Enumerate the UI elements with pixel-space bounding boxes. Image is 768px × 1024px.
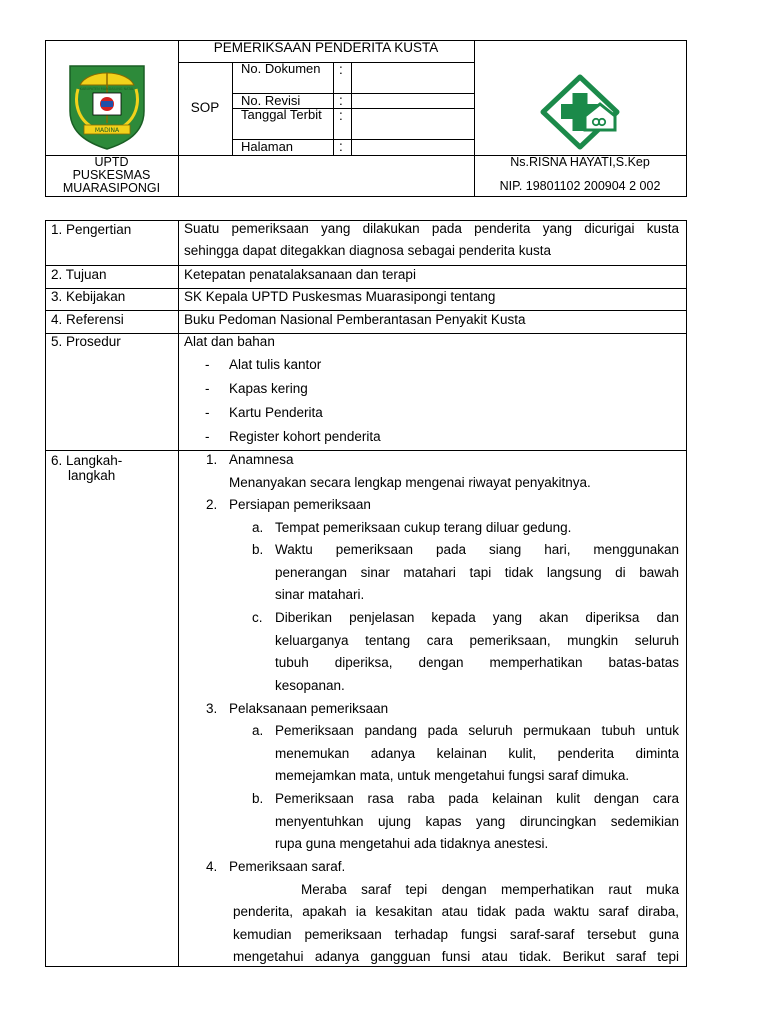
substep-line: kesopanan. [275, 678, 345, 693]
substep-line: Tempat pemeriksaan cukup terang diluar gedung. [275, 520, 572, 535]
substep-line: Pemeriksaan rasa raba pada kelainan kulit dengan cara [275, 791, 679, 806]
langkah-label-line: 6. Langkah- [51, 453, 123, 468]
row-label-prosedur: 5. Prosedur [51, 334, 121, 349]
substep-line: penerangan sinar matahari tapi tidak langsung di bawah [275, 565, 679, 580]
row-label-kebijakan: 3. Kebijakan [51, 289, 126, 304]
pengertian-line: Suatu pemeriksaan yang dilakukan pada penderita yang dicurigai kusta [184, 221, 679, 236]
paragraph-line: penderita, apakah ia kesakitan atau tidak pada waktu saraf diraba, [233, 904, 679, 919]
emblem-caption-text: KABUPATEN MANDAILING NATAL [79, 87, 135, 91]
puskesmas-logo [540, 74, 620, 150]
substep-line: menemukan adanya kelainan kulit, penderita diminta [275, 746, 679, 761]
prosedur-item: Kapas kering [229, 381, 308, 396]
bullet-dash: - [205, 381, 210, 396]
substep-mark: b. [252, 542, 264, 557]
signatory-nip: NIP. 19801102 200904 2 002 [499, 179, 661, 193]
field-colon: : [339, 62, 343, 77]
row-label-referensi: 4. Referensi [51, 312, 124, 327]
referensi-text: Buku Pedoman Nasional Pemberantasan Penyakit Kusta [184, 312, 526, 327]
pengertian-line: sehingga dapat ditegakkan diagnosa sebagai penderita kusta [184, 243, 552, 258]
document-title: PEMERIKSAAN PENDERITA KUSTA [213, 40, 439, 55]
substep-line: Waktu pemeriksaan pada siang hari, menggunakan [275, 542, 679, 557]
step-description: Menanyakan secara lengkap mengenai riwayat penyakitnya. [229, 475, 591, 490]
prosedur-item: Register kohort penderita [229, 429, 381, 444]
tujuan-text: Ketepatan penatalaksanaan dan terapi [184, 267, 416, 282]
step-number: 4. [206, 859, 218, 874]
paragraph-line: kemudian pemeriksaan terhadap fungsi saraf-saraf tersebut guna [233, 927, 679, 942]
paragraph-line: Meraba saraf tepi dengan memperhatikan raut muka [301, 882, 679, 897]
substep-line: sinar matahari. [275, 587, 365, 602]
org-line: UPTD [94, 155, 129, 169]
emblem-banner-text: MADINA [94, 127, 120, 134]
org-line: PUSKESMAS [72, 168, 151, 182]
langkah-label-line: langkah [68, 468, 116, 483]
substep-line: memejamkan mata, untuk mengetahui fungsi saraf dimuka. [275, 768, 630, 783]
kebijakan-text: SK Kepala UPTD Puskesmas Muarasipongi tentang [184, 289, 496, 304]
row-label-langkah [51, 453, 122, 483]
substep-line: Pemeriksaan pandang pada seluruh permukaan tubuh untuk [275, 723, 679, 738]
row-label-pengertian: 1. Pengertian [51, 222, 132, 237]
bullet-dash: - [205, 405, 210, 420]
field-colon: : [339, 93, 343, 108]
field-colon: : [339, 139, 343, 154]
sop-label: SOP [190, 100, 220, 115]
step-title: Persiapan pemeriksaan [229, 497, 371, 512]
substep-mark: b. [252, 791, 264, 806]
step-number: 1. [206, 452, 218, 467]
paragraph-line: mengetahui adanya gangguan funsi atau tidak. Berikut saraf tepi [233, 949, 679, 964]
substep-line: rupa guna mengetahui ada tidaknya anestesi. [275, 836, 549, 851]
substep-line: menyentuhkan ujung kapas yang diruncingkan sedemikian [275, 814, 679, 829]
prosedur-intro: Alat dan bahan [184, 334, 275, 349]
signatory-name: Ns.RISNA HAYATI,S.Kep [510, 155, 650, 169]
regional-emblem-logo [66, 63, 148, 151]
field-label-halaman: Halaman [241, 139, 294, 154]
prosedur-item: Kartu Penderita [229, 405, 323, 420]
step-title: Pelaksanaan pemeriksaan [229, 701, 389, 716]
step-title: Pemeriksaan saraf. [229, 859, 346, 874]
substep-line: tubuh diperiksa, dengan memperhatikan batas-batas [275, 655, 679, 670]
step-number: 3. [206, 701, 218, 716]
substep-line: Diberikan penjelasan kepada yang akan diperiksa dan [275, 610, 679, 625]
substep-mark: a. [252, 520, 264, 535]
step-number: 2. [206, 497, 218, 512]
org-line: MUARASIPONGI [62, 181, 161, 195]
field-label-no-revisi: No. Revisi [241, 93, 301, 108]
bullet-dash: - [205, 357, 210, 372]
substep-mark: a. [252, 723, 264, 738]
prosedur-item: Alat tulis kantor [229, 357, 322, 372]
field-colon: : [339, 108, 343, 123]
substep-line: keluarganya tentang cara pemeriksaan, mungkin seluruh [275, 633, 679, 648]
organization-name [45, 155, 178, 195]
substep-mark: c. [252, 610, 263, 625]
row-label-tujuan: 2. Tujuan [51, 267, 107, 282]
field-label-tanggal-terbit: Tanggal Terbit [241, 107, 322, 122]
field-label-no-dokumen: No. Dokumen [241, 61, 321, 76]
bullet-dash: - [205, 429, 210, 444]
step-title: Anamnesa [229, 452, 294, 467]
